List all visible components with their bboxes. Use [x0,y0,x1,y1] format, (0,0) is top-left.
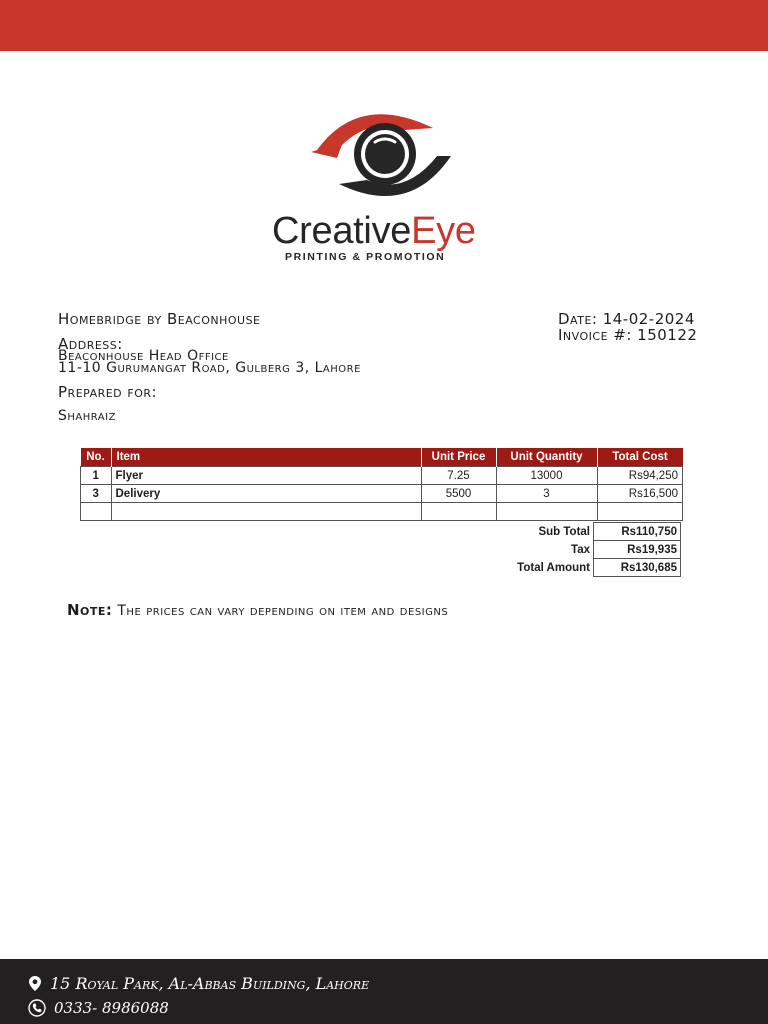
row-total [597,503,683,521]
header-no: No. [81,448,112,467]
total-amount-label: Total Amount [517,561,590,574]
location-pin-icon [28,975,42,992]
subtotal-label: Sub Total [538,525,590,538]
row-unit-price: 5500 [421,485,496,503]
tax-label: Tax [571,543,590,556]
header-item: Item [111,448,421,467]
phone-icon [28,999,46,1017]
row-item [111,503,421,521]
table-header-row [81,448,683,467]
footer-address-line [28,974,369,993]
row-total: Rs16,500 [597,485,683,503]
prepared-for-label: Prepared for: [58,383,158,401]
header-total-cost: Total Cost [597,448,683,467]
address-line-1: Beaconhouse Head Office [58,348,229,364]
table-row [81,503,683,521]
brand-name: CreativeEye [272,210,476,252]
subtotal-row [430,523,681,541]
footer-phone: 0333- 8986088 [54,999,169,1017]
row-quantity: 13000 [496,467,597,485]
row-no: 3 [81,485,112,503]
row-no [81,503,112,521]
subtotal-value: Rs110,750 [594,523,681,541]
tax-value: Rs19,935 [594,541,681,559]
header-unit-quantity: Unit Quantity [496,448,597,467]
row-item: Delivery [111,485,421,503]
footer-phone-line [28,999,169,1017]
row-unit-price: 7.25 [421,467,496,485]
tax-row [430,541,681,559]
table-row [81,467,683,485]
note [67,601,449,619]
note-label: Note: [67,601,113,619]
header-unit-price: Unit Price [421,448,496,467]
row-unit-price [421,503,496,521]
row-no: 1 [81,467,112,485]
invoice-date: Date: 14-02-2024 [558,310,695,328]
row-item: Flyer [111,467,421,485]
total-amount-value: Rs130,685 [594,559,681,577]
table-row [81,485,683,503]
footer-bar [0,959,768,1024]
client-company: Homebridge by Beaconhouse [58,310,261,328]
brand-tagline: PRINTING & PROMOTION [285,251,446,263]
header-color-bar [0,0,768,51]
invoice-number: Invoice #: 150122 [558,326,698,344]
company-logo [0,100,768,263]
row-quantity [496,503,597,521]
eye-logo-icon [309,100,459,210]
note-text: The prices can vary depending on item and designs [117,603,449,619]
items-table [80,448,683,521]
total-amount-row [430,559,681,577]
totals-table [430,522,681,577]
prepared-for-name: Shahraiz [58,408,116,424]
address-line-2: 11-10 Gurumangat Road, Gulberg 3, Lahore [58,360,361,376]
row-quantity: 3 [496,485,597,503]
address-label: Address: [58,335,123,353]
row-total: Rs94,250 [597,467,683,485]
footer-address: 15 Royal Park, Al-Abbas Building, Lahore [50,974,370,993]
